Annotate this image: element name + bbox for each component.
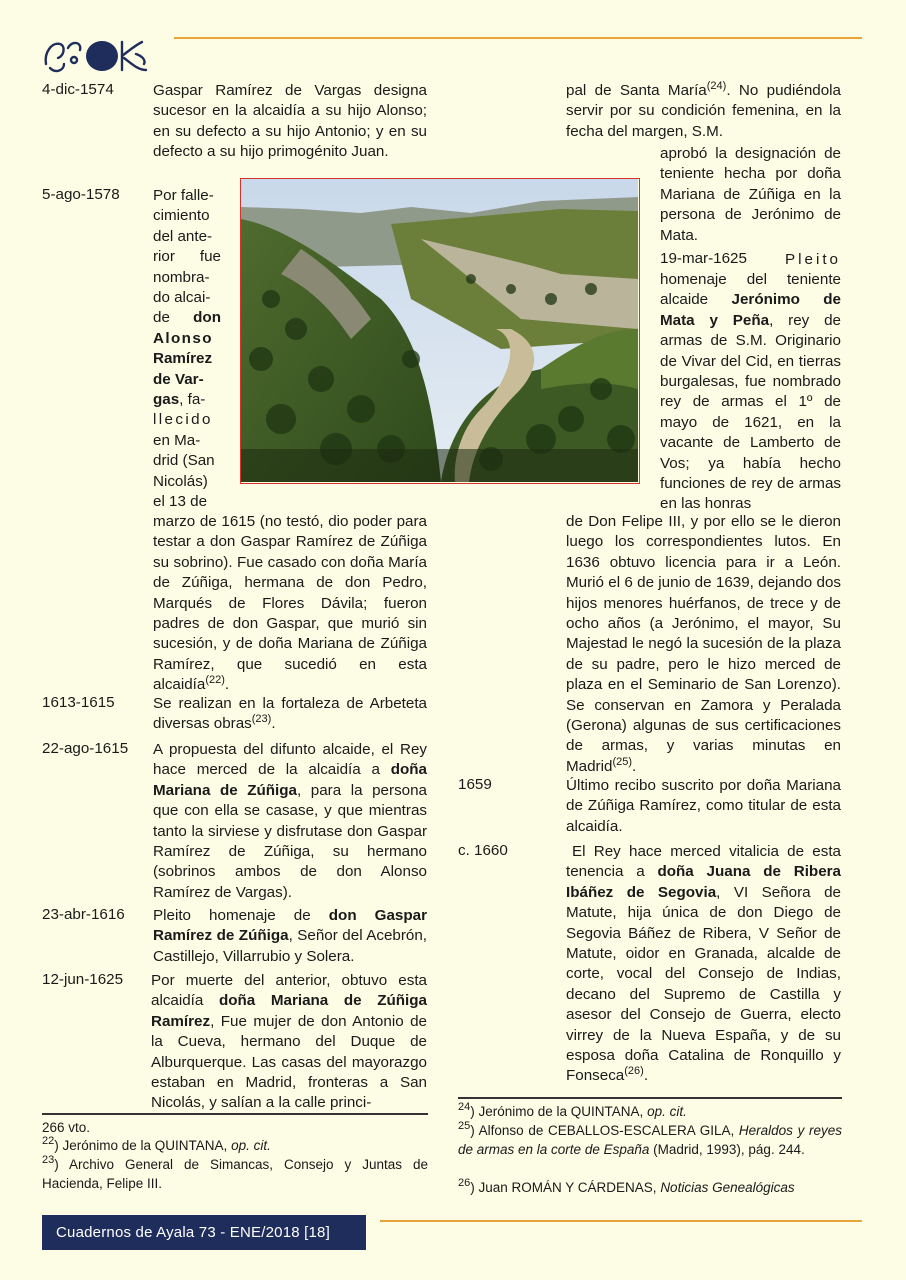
text-fragment: , fa- xyxy=(179,391,206,409)
entry-date: 22-ago-1615 xyxy=(42,740,129,757)
footnote-26 xyxy=(458,1178,842,1197)
entry-text: Último recibo suscrito por doña Mariana de Zúñiga Ramírez, como titular de esta alcaidía. xyxy=(566,777,841,835)
entry-date: 1659 xyxy=(458,776,492,793)
text-fragment: . xyxy=(271,715,276,733)
text-fragment: ) Jerónimo de la QUINTANA, xyxy=(470,1104,648,1119)
entry-date: 12-jun-1625 xyxy=(42,971,124,988)
entry-date: 1613-1615 xyxy=(42,694,115,711)
text-line: en Ma- xyxy=(153,431,201,449)
text-line: drid (San xyxy=(153,452,215,470)
text-line: cimiento xyxy=(153,207,210,225)
text-fragment: . No pudiéndola servir por su condición femenina, en la fecha del margen, S.M. xyxy=(566,82,841,140)
text-fragment: Heraldos y reyes de armas en la corte de España xyxy=(458,1123,842,1157)
footnote-number: 22 xyxy=(42,1135,55,1147)
footnote-ref[interactable]: (23) xyxy=(251,713,272,726)
text-fragment: , VI Señora de Matute, hija única de don Diego de Segovia Báñez de Ribera, V Señor de Matute, oidor en Granada, alcalde de corte, vocal del Consejo de Indias, decano del Supremo de Castilla y asesor del Consejo de Guerra, electo virrey de la Nueva España, y de su esposa doña Catalina de Ronquillo y Fonseca xyxy=(566,883,841,1085)
text-line: nombra- xyxy=(153,268,210,286)
landscape-photo xyxy=(240,178,640,484)
footnote-number: 24 xyxy=(458,1101,471,1113)
footnote-number: 26 xyxy=(458,1177,471,1189)
continuation-text: aprobó la designación de teniente hecha por doña Mariana de Zúñiga en la persona de Jerónimo de Mata. xyxy=(660,145,841,244)
footnote-continuation: 266 vto. xyxy=(42,1120,91,1135)
bold-name: de Var- xyxy=(153,370,204,388)
text-fragment: ) Alfonso de CEBALLOS-ESCALERA GILA, xyxy=(470,1123,739,1138)
entry-text: Gaspar Ramírez de Vargas designa sucesor en la alcaidía a su hijo Alonso; en su defecto a su hijo Antonio; y en su defecto a su hijo primogénito Juan. xyxy=(153,82,427,161)
bold-name: doña Mariana de Zúñiga xyxy=(153,761,427,799)
bold-name: doña Mariana de Zúñiga Ramírez xyxy=(151,992,427,1030)
footnote-rule xyxy=(42,1113,428,1115)
bold-name: doña Juana de Ribera Ibáñez de Segovia xyxy=(566,863,841,901)
entry-text-lead: Pleito xyxy=(785,251,841,268)
text-fragment: pal de Santa María xyxy=(566,82,707,99)
text-fragment: , Señor del Acebrón, Castillejo, Villarrubio y Solera. xyxy=(153,927,428,965)
entry-text-narrow xyxy=(153,186,221,513)
text-fragment: marzo de 1615 (no testó, dio poder para testar a don Gaspar Ramírez de Zúñiga su sobrino). Fue casado con doña María de Zúñiga, hermana de don Pedro, Marqués de Flores Dávila; fueron padres de don Gaspar, que murió sin sucesión, y de doña Mariana de Zúñiga Ramírez, que sucedió en esta alcaidía xyxy=(153,513,427,694)
text-fragment: (Madrid, 1993), pág. 244. xyxy=(649,1142,805,1157)
bold-name: don xyxy=(193,309,221,327)
text-line: rior fue xyxy=(153,248,221,266)
entry-text xyxy=(153,740,427,903)
entry-date: 4-dic-1574 xyxy=(42,81,114,98)
entry-text xyxy=(566,842,841,1087)
continuation-text xyxy=(566,81,841,142)
footer-rule xyxy=(380,1220,862,1222)
footnote-rule xyxy=(458,1097,842,1099)
header-rule xyxy=(174,37,862,39)
footnote-ref[interactable]: (25) xyxy=(612,755,632,768)
footnote-number: 25 xyxy=(458,1120,471,1132)
text-line: el 13 de xyxy=(153,493,208,511)
footnote-23 xyxy=(42,1155,428,1193)
text-fragment: de Don Felipe III, y por ello se le dieron luego los correspondientes lutos. En 1636 obtuvo licencia para ir a León. Murió el 6 de junio de 1639, dejando dos hijos menores huérfanos, de trece y de ocho años (a Jerónimo, el mayor, Su Majestad le negó la sucesión de la plaza de su padre, pero le hizo merced de plaza en el Seminario de San Lorenzo). Se conservan en Zamora y Peralada (Gerona) algunas de sus certificaciones de armas, y varias minutas en Madrid xyxy=(566,513,841,775)
text-fragment: op. cit. xyxy=(647,1104,687,1119)
text-line: llecido xyxy=(153,411,213,429)
footer-text: Cuadernos de Ayala 73 - ENE/2018 [18] xyxy=(56,1224,330,1241)
text-fragment: ) Juan ROMÁN Y CÁRDENAS, xyxy=(470,1180,661,1195)
text-fragment: Por muerte del anterior, obtuvo esta alcaidía xyxy=(151,972,427,1010)
entry-text xyxy=(660,270,841,515)
footnote-number: 23 xyxy=(42,1154,55,1166)
text-line: de xyxy=(153,309,170,327)
text-fragment: A propuesta del difunto alcaide, el Rey hace merced de la alcaidía a xyxy=(153,741,427,779)
text-fragment: Se realizan en la fortaleza de Arbeteta diversas obras xyxy=(153,695,427,733)
text-fragment: homenaje del teniente alcaide xyxy=(660,271,841,309)
text-fragment: Noticias Genealógicas xyxy=(660,1180,795,1195)
entry-text xyxy=(153,906,427,967)
entry-date: 19-mar-1625 xyxy=(660,250,747,267)
text-fragment: . xyxy=(643,1067,649,1085)
text-line: del ante- xyxy=(153,227,213,245)
text-fragment: , para la persona que con ella se casase, y que mientras tanto la sirviese y disfrutase don Gaspar Ramírez de Zúñiga, su hermano (sobrinos ambos de don Alonso Ramírez de Vargas). xyxy=(153,781,427,901)
bold-name: Ramírez xyxy=(153,350,213,368)
entry-text xyxy=(151,971,427,1114)
bold-name: don Gaspar Ramírez de Zúñiga xyxy=(153,907,427,945)
entry-date: c. 1660 xyxy=(458,842,508,859)
continuation-text xyxy=(566,512,841,777)
entry-date: 23-abr-1616 xyxy=(42,906,125,923)
text-fragment: op. cit. xyxy=(231,1138,271,1153)
entry-date: 5-ago-1578 xyxy=(42,186,120,203)
text-fragment: . xyxy=(632,757,637,775)
text-fragment: . xyxy=(224,676,230,694)
footer-label xyxy=(42,1215,366,1250)
footnote-22 xyxy=(42,1136,428,1155)
footnote-ref[interactable]: (22) xyxy=(205,674,225,687)
text-fragment: ) Jerónimo de la QUINTANA, xyxy=(54,1138,232,1153)
text-line: Por falle- xyxy=(153,187,214,204)
ayala-logo-icon xyxy=(42,34,154,78)
text-fragment: , rey de armas de S.M. Originario de Vivar del Cid, en tierras burgalesas, fue nombrado rey de armas el 1º de mayo de 1621, en la vacante de Lamberto de Vos; ya había hecho funciones de rey de armas en las honras xyxy=(660,311,841,513)
text-line: do alcai- xyxy=(153,289,211,307)
text-line: Nicolás) xyxy=(153,472,208,490)
bold-name: Jerónimo de Mata y Peña xyxy=(660,291,841,329)
text-fragment: Pleito homenaje de xyxy=(153,907,329,924)
footnote-ref[interactable]: (24) xyxy=(706,80,727,92)
text-fragment: ) Archivo General de Simancas, Consejo y Juntas de Hacienda, Felipe III. xyxy=(42,1157,428,1191)
entry-text xyxy=(153,694,427,735)
bold-name: gas xyxy=(153,391,180,409)
footnote-ref[interactable]: (26) xyxy=(624,1065,644,1078)
bold-name: Alonso xyxy=(153,329,213,347)
text-fragment: El Rey hace merced vitalicia de esta tenencia a xyxy=(566,843,841,881)
footnote-24 xyxy=(458,1102,842,1121)
entry-text xyxy=(153,512,427,696)
footnote-25 xyxy=(458,1121,842,1159)
text-fragment: , Fue mujer de don Antonio de la Cueva, hermano del Duque de Alburquerque. Las casas del mayorazgo estaban en Madrid, fronteras a San Nicolás, y salían a la calle princi- xyxy=(151,1012,427,1112)
